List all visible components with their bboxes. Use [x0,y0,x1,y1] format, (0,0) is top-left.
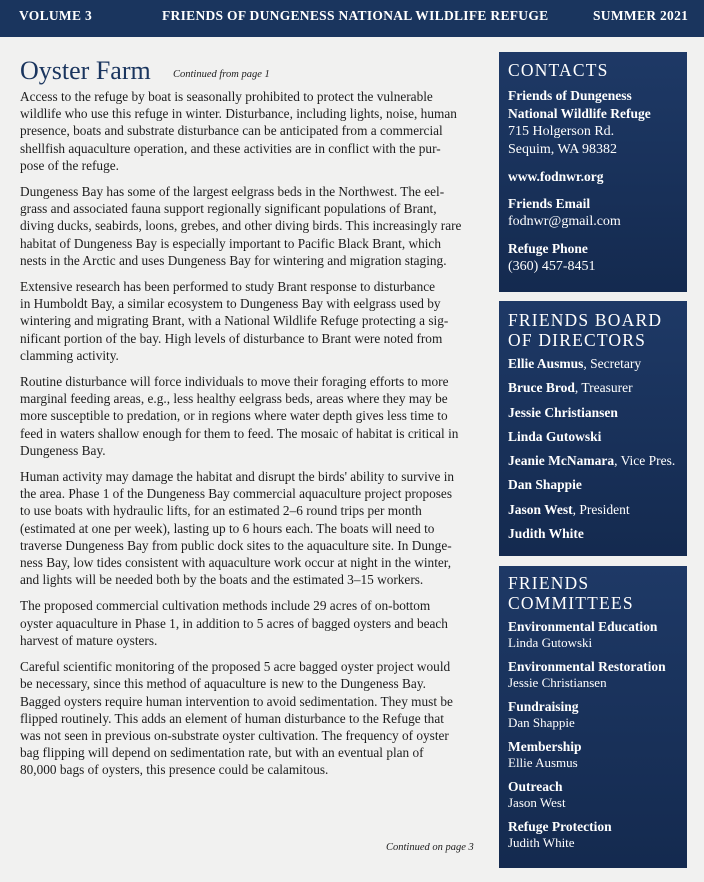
committee-chair: Jessie Christiansen [508,675,607,690]
article-line: Access to the refuge by boat is seasonally prohibited to protect the vulnerable [20,89,433,104]
article-line: nificant portion of the bay. High levels of disturbance to Brant were noted from [20,330,443,346]
article-line: traverse Dungeness Bay from public dock sites to the aquaculture site. In Dunge- [20,537,452,553]
article-line: 80,000 bags of oysters, this presence could be calamitous. [20,762,329,778]
committees-list [499,618,687,851]
board-heading-line-1: FRIENDS BOARD [508,310,663,330]
contacts-email-link[interactable]: fodnwr@gmail.com [508,214,621,229]
committee-name: Outreach [508,779,563,794]
board-member-name: Linda Gutowski [508,428,602,444]
continued-from-note: Continued from page 1 [173,69,270,80]
article-line: oyster aquaculture in Phase 1, in addition to 5 acres of bagged oysters and beach [20,615,448,631]
article-line: and lights will be needed both by the boats and the estimated 3–15 workers. [20,572,424,588]
article-line: Dungeness Bay. [20,442,106,458]
article-body [20,88,480,779]
article-line: nests in the Arctic and uses Dungeness Bay for wintering and migration staging. [20,252,447,268]
article-line: be necessary, since this method of aquaculture is new to the Dungeness Bay. [20,676,426,692]
board-member [499,401,687,425]
board-member [499,376,687,400]
committee-name: Refuge Protection [508,819,612,834]
article-line: grass and associated fauna support regionally significant populations of Brant, [20,201,437,217]
contacts-address-2: Sequim, WA 98382 [508,142,618,157]
organization-name: FRIENDS OF DUNGENESS NATIONAL WILDLIFE REFUGE [162,8,549,23]
article-line: ness Bay, low tides consistent with aquaculture work occur at night in the winter, [20,555,452,571]
board-member-role: , Treasurer [574,380,633,396]
committee-chair: Jason West [508,795,566,810]
continued-on-note: Continued on page 3 [386,842,474,853]
article-line: clamming activity. [20,347,119,363]
board-member-name: Jeanie McNamara [508,453,615,469]
board-member [499,449,687,473]
committees-box [499,566,687,868]
article [20,56,480,788]
article-line: marginal feeding areas, e.g., less healthy eelgrass beds, areas where they may be [20,391,448,407]
committee-name: Environmental Restoration [508,659,666,674]
contacts-website-link[interactable]: www.fodnwr.org [508,169,604,184]
article-title-row [20,56,480,88]
article-line: habitat of Dungeness Bay is especially important to Pacific Black Brant, which [20,235,441,251]
board-member-name: Ellie Ausmus [508,356,584,371]
article-line: flipped routinely. This adds an element of human disturbance to the Refuge that [20,710,444,726]
committees-heading-line-1: FRIENDS [508,573,590,593]
newsletter-header [0,0,704,37]
article-paragraph [20,468,480,588]
article-line: Extensive research has been performed to study Brant response to disturbance [20,279,436,295]
article-line: Dungeness Bay has some of the largest eelgrass beds in the Northwest. The eel- [20,184,445,200]
board-member-role: , President [572,501,630,517]
board-member-name: Bruce Brod [508,380,575,396]
contacts-org-name-1: Friends of Dungeness [508,88,632,103]
article-line: Routine disturbance will force individuals to move their foraging efforts to more [20,374,449,390]
committee-chair: Judith White [508,835,575,850]
board-member [499,498,687,522]
article-paragraph [20,597,480,649]
board-list [499,352,687,546]
article-paragraph [20,658,480,778]
article-line: Bagged oysters require human intervention to avoid sedimentation. They must be [20,693,453,709]
article-line: the area. Phase 1 of the Dungeness Bay commercial aquaculture project proposes [20,486,452,502]
article-paragraph [20,88,480,174]
article-line: feed in waters shallow enough for them to feed. The mosaic of habitat is critical in [20,425,459,441]
article-line: harvest of mature oysters. [20,632,158,648]
contacts-org-name-2: National Wildlife Refuge [508,106,651,121]
board-member [499,473,687,497]
board-member-role: , Vice Pres. [614,453,676,469]
committee-name: Fundraising [508,699,579,714]
board-member-role: , Secretary [583,356,642,371]
committee-chair: Ellie Ausmus [508,755,578,770]
article-line: Careful scientific monitoring of the proposed 5 acre bagged oyster project would [20,659,451,675]
issue-date: SUMMER 2021 [593,8,689,23]
article-line: wildlife who use this refuge in winter. Disturbance, including lights, noise, human [20,106,457,122]
contacts-phone: (360) 457-8451 [508,259,596,274]
board-member [499,352,687,376]
article-paragraph [20,373,480,459]
volume-label: VOLUME 3 [19,8,93,23]
committee-chair: Linda Gutowski [508,635,593,650]
committee-name: Environmental Education [508,619,658,634]
board-member-name: Jason West [508,501,573,517]
article-paragraph [20,183,480,269]
board-member [499,522,687,546]
contacts-box [499,52,687,292]
contacts-email-label: Friends Email [508,196,591,211]
contacts-phone-label: Refuge Phone [508,241,588,256]
board-member [499,425,687,449]
article-line: diving ducks, seabirds, loons, grebes, and other diving birds. This increasingly rare [20,218,462,234]
committee-name: Membership [508,739,582,754]
contacts-address-1: 715 Holgerson Rd. [508,124,615,139]
article-line: wintering and migrating Brant, with a National Wildlife Refuge protecting a sig- [20,313,449,329]
committee-chair: Dan Shappie [508,715,575,730]
article-line: Human activity may damage the habitat and disrupt the birds' ability to survive in [20,469,455,485]
article-paragraph [20,278,480,364]
board-member-name: Judith White [508,526,584,542]
article-title: Oyster Farm [20,56,151,85]
committees-heading-line-2: COMMITTEES [508,593,634,613]
article-line: more susceptible to predation, or in regions where water depth gives less time to [20,408,448,424]
board-member-name: Dan Shappie [508,477,582,493]
article-line: presence, boats and substrate disturbance can be anticipated from a commercial [20,123,443,139]
article-line: was not seen in previous on-substrate oyster cultivation. The frequency of oyster [20,727,449,743]
article-line: The proposed commercial cultivation methods include 29 acres of on-bottom [20,598,431,614]
board-box [499,301,687,556]
article-line: to use boats with hydraulic lifts, for an estimated 2–6 round trips per month [20,503,422,519]
article-line: pose of the refuge. [20,157,119,173]
article-line: bag flipping will depend on sedimentation rate, but with an eventual plan of [20,745,424,761]
contacts-heading: CONTACTS [508,60,609,80]
board-member-name: Jessie Christiansen [508,404,618,420]
article-line: shellfish aquaculture operation, and these activities are in conflict with the pur- [20,140,441,156]
article-line: in Humboldt Bay, a similar ecosystem to Dungeness Bay with eelgrass used by [20,296,441,312]
article-line: (estimated at one per week), lasting up to 6 hours each. The boats will need to [20,520,435,536]
board-heading-line-2: OF DIRECTORS [508,330,647,350]
